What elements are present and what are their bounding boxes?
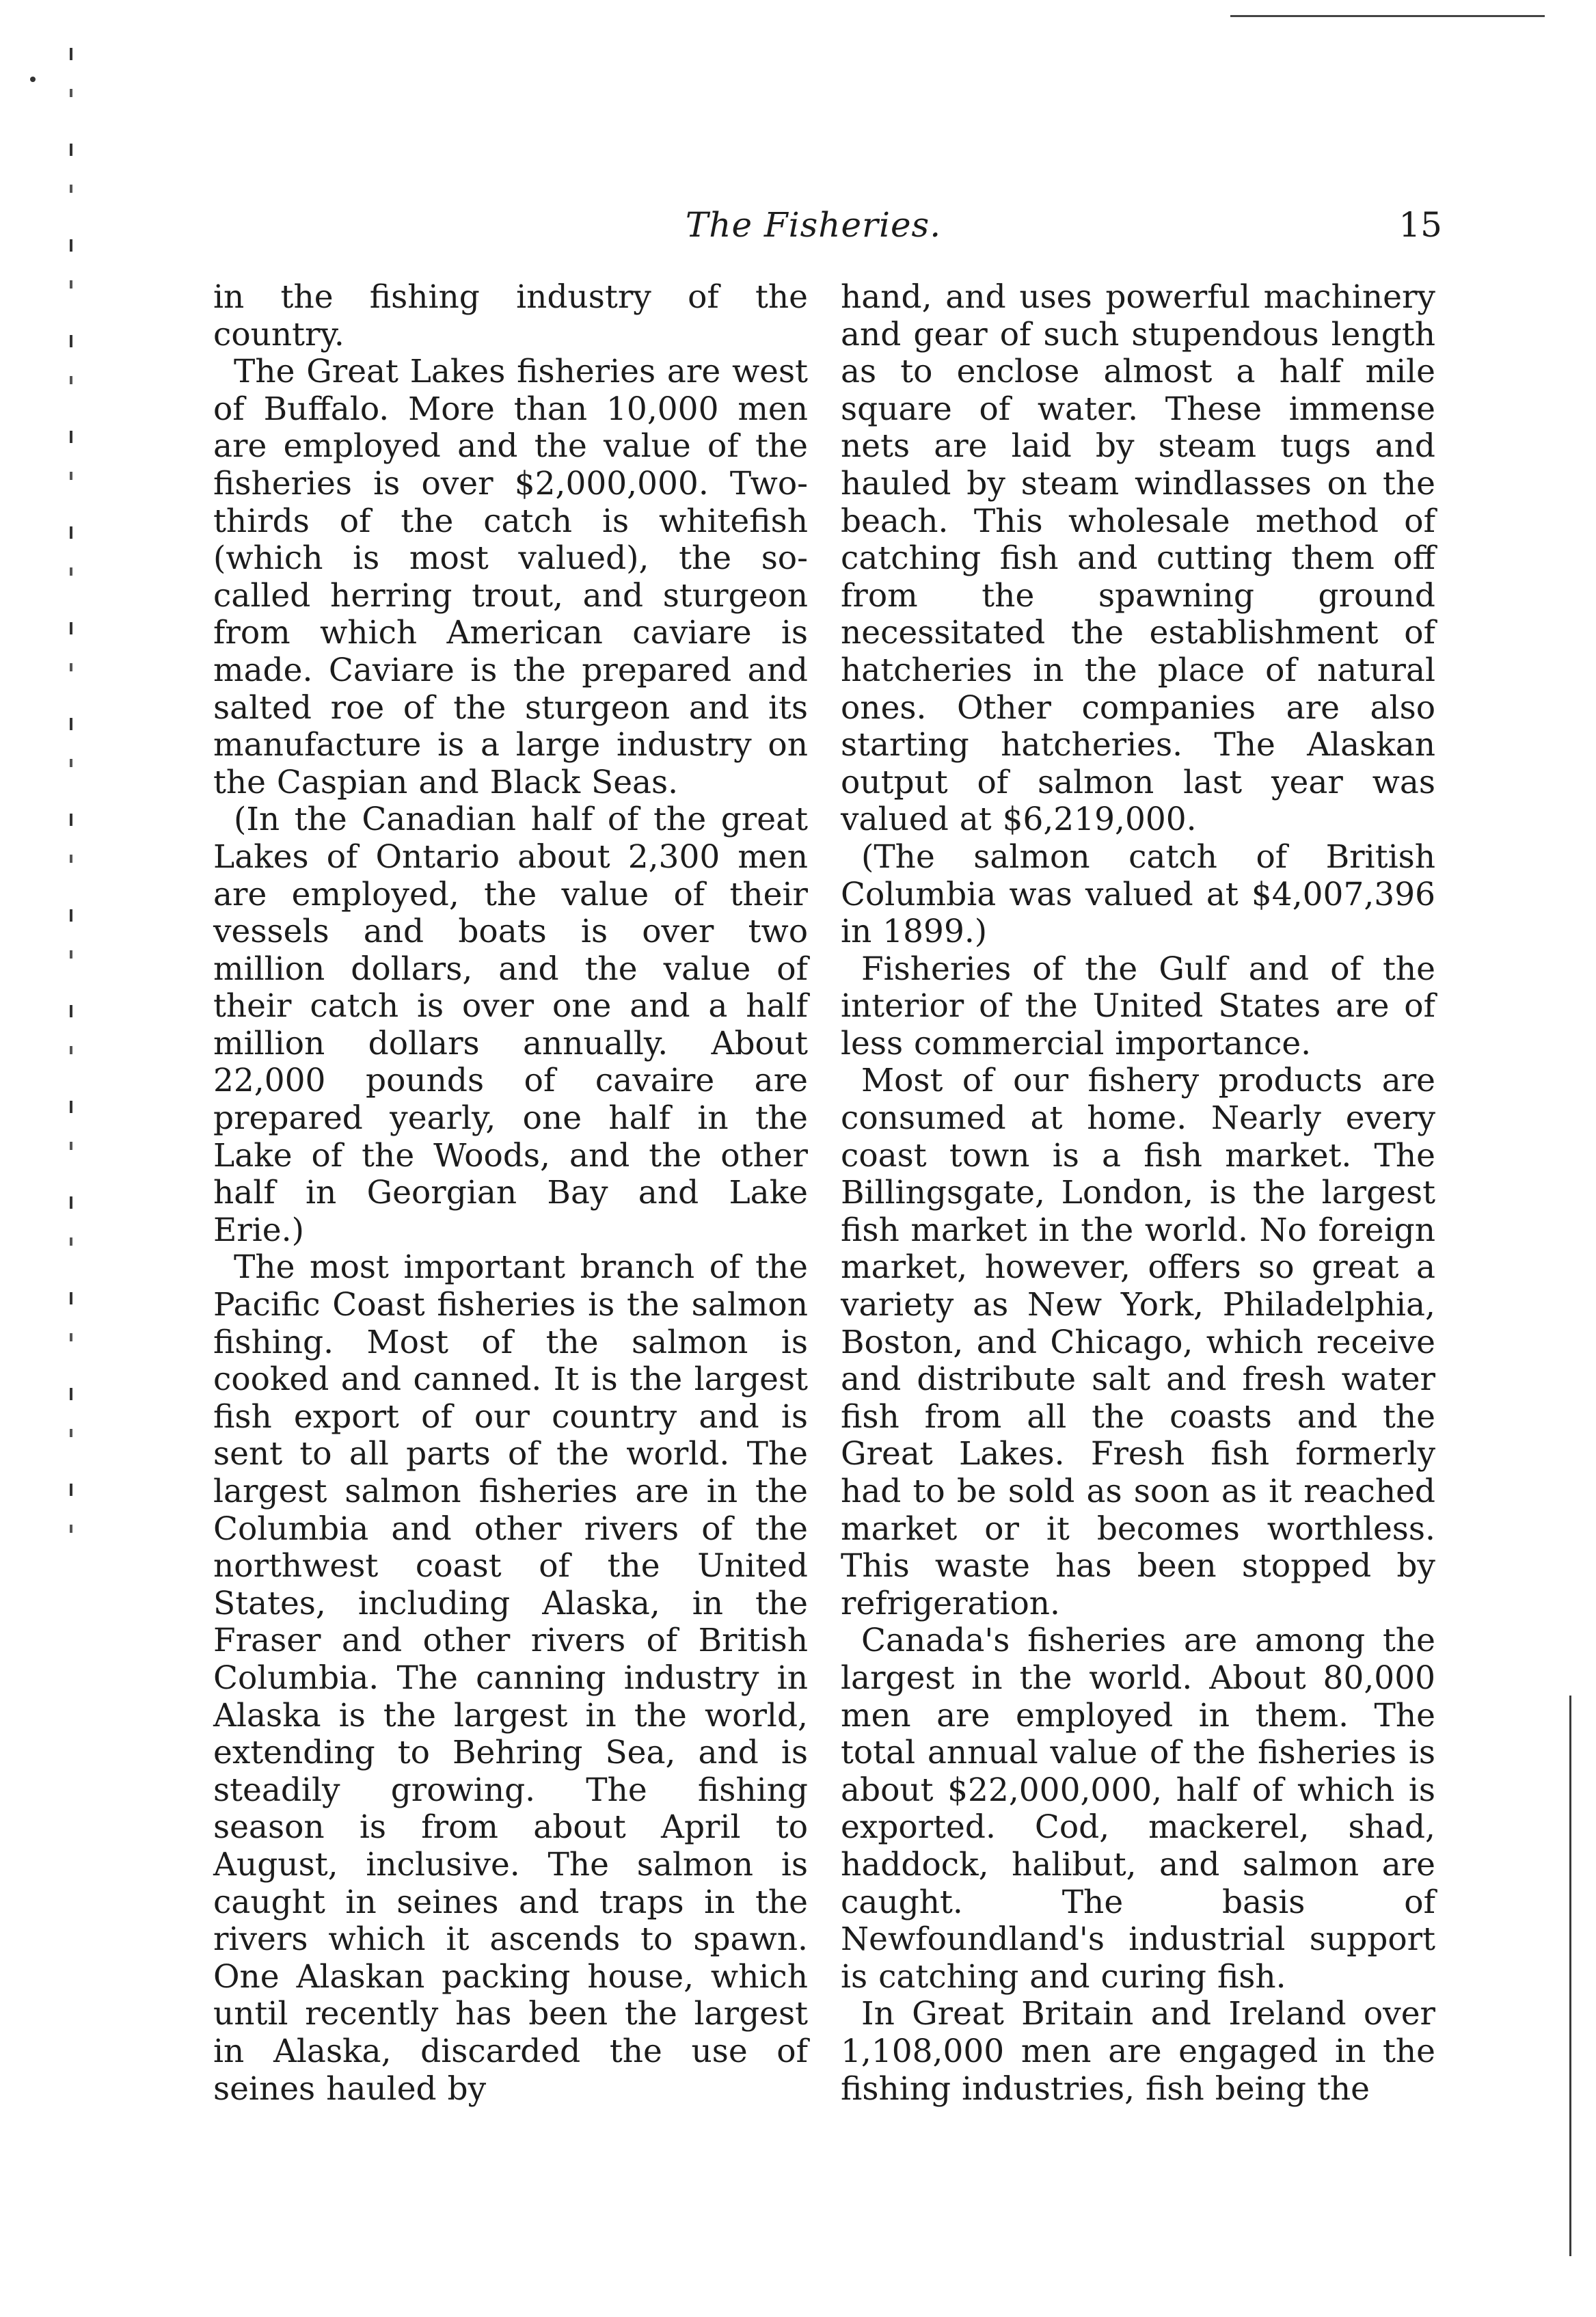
scan-speck [30, 77, 36, 82]
scan-edge-rule [1230, 15, 1545, 17]
paragraph: Canada's fisheries are among the largest in the world. About 80,000 men are employed in them. The total annual value of the fisheries is about $22,000,000, half of which is exported. Cod, mackerel, shad, haddock, halibut, and salmon are caught. The basis of Newfoundland's industrial support is catching and curing fish. [841, 1622, 1435, 1996]
paragraph: Most of our fishery products are consumed at home. Nearly every coast town is a fish market. The Billingsgate, London, is the largest fish market in the world. No foreign market, however, offers so great a variety as New York, Philadelphia, Boston, and Chicago, which receive and distribute salt and fresh water fish from all the coasts and the Great Lakes. Fresh fish formerly had to be sold as soon as it reached market or it becomes worthless. This waste has been stopped by refrigeration. [841, 1062, 1435, 1622]
paragraph: Fisheries of the Gulf and of the interior of the United States are of less commercial importance. [841, 950, 1435, 1062]
paragraph: hand, and uses powerful machinery and gear of such stupendous length as to enclose almost a half mile square of water. These immense nets are laid by steam tugs and hauled by steam windlasses on the beach. This wholesale method of catching fish and cutting them off from the spawning ground necessitated the establishment of hatcheries in the place of natural ones. Other companies are also starting hatcheries. The Alaskan output of salmon last year was valued at $6,219,000. [841, 278, 1435, 839]
scan-margin-marks [70, 48, 72, 1572]
paragraph: The Great Lakes fisheries are west of Buffalo. More than 10,000 men are employed and the value of the fisheries is over $2,000,000. Two-thirds of the catch is whitefish (which is most valued), the so-called herring trout, and sturgeon from which American caviare is made. Caviare is the prepared and salted roe of the sturgeon and its manufacture is a large industry on the Caspian and Black Seas. [213, 353, 808, 801]
paragraph: in the fishing industry of the country. [213, 278, 808, 353]
paragraph: (The salmon catch of British Columbia was valued at $4,007,396 in 1899.) [841, 838, 1435, 951]
paragraph: In Great Britain and Ireland over 1,108,000 men are engaged in the fishing industries, fish being the [841, 1995, 1435, 2108]
paragraph: The most important branch of the Pacific Coast fisheries is the salmon fishing. Most of the salmon is cooked and canned. It is the largest fish export of our country and is sent to all parts of the world. The largest salmon fisheries are in the Columbia and other rivers of the northwest coast of the United States, including Alaska, in the Fraser and other rivers of British Columbia. The canning industry in Alaska is the largest in the world, extending to Behring Sea, and is steadily growing. The fishing season is from about April to August, inclusive. The salmon is caught in seines and traps in the rivers which it ascends to spawn. One Alaskan packing house, which until recently has been the largest in Alaska, discarded the use of seines hauled by [213, 1248, 808, 2108]
paragraph: (In the Canadian half of the great Lakes of Ontario about 2,300 men are employed, the value of their vessels and boats is over two million dollars, and the value of their catch is over one and a half million dollars annually. About 22,000 pounds of cavaire are prepared yearly, one half in the Lake of the Woods, and the other half in Georgian Bay and Lake Erie.) [213, 801, 808, 1249]
right-column [841, 279, 1435, 2108]
page-number: 15 [1398, 205, 1442, 245]
scan-margin-line [1569, 1696, 1571, 2256]
running-head-title: The Fisheries. [685, 205, 942, 245]
left-column [213, 279, 808, 2108]
